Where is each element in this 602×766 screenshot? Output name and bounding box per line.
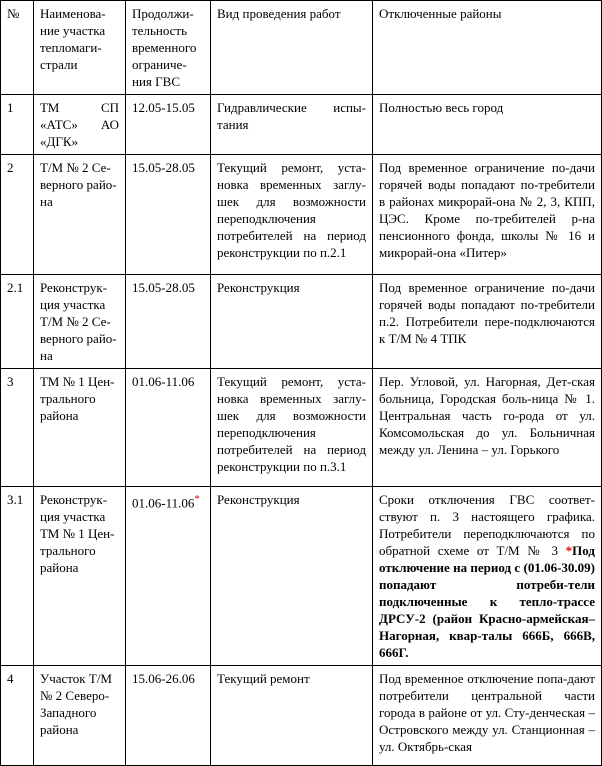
row-section: Участок Т/М № 2 Северо-Западного района — [34, 666, 126, 766]
row-districts: Под временное ограничение по-дачи горячей воды попадают по-требители в районах микрорай-она № 2, 3, КПП, ЦЭС. Кроме по-требителей р-на пенсионного фонда, школы № 16 и микрорай-она «Питер» — [373, 155, 602, 275]
row-districts-note: Под отключение на период с (01.06-30.09) попадают потреби-тели подключенные к тепло-трассе ДРСУ-2 (район Красно-армейская–Нагорная, квар-талы 666Б, 666В, 666Г. — [379, 543, 595, 660]
row-districts-cell — [373, 487, 602, 666]
table-row — [1, 369, 602, 487]
row-num: 2.1 — [1, 275, 34, 369]
row-work: Текущий ремонт — [211, 666, 373, 766]
row-districts: Полностью весь город — [373, 95, 602, 155]
row-num: 2 — [1, 155, 34, 275]
row-num: 4 — [1, 666, 34, 766]
asterisk-mark: * — [565, 543, 573, 558]
row-num: 3 — [1, 369, 34, 487]
asterisk-mark: * — [194, 493, 200, 505]
header-section: Наименова-ние участка тепломаги-страли — [34, 1, 126, 95]
row-period: 12.05-15.05 — [126, 95, 211, 155]
table-row — [1, 666, 602, 766]
row-work: Гидравлические испы-тания — [211, 95, 373, 155]
row-period-cell — [126, 487, 211, 666]
row-section: Реконструк-ция участка ТМ № 1 Цен-трального района — [34, 487, 126, 666]
row-period: 15.05-28.05 — [126, 155, 211, 275]
row-work: Реконструкция — [211, 275, 373, 369]
row-work: Текущий ремонт, уста-новка временных заглу-шек для возможности переподключения потребителей на период реконструкции по п.3.1 — [211, 369, 373, 487]
row-districts: Под временное отключение попа-дают потребители центральной части города в районе от ул. Сту-денческая – Островского между ул. Станционная – ул. Октябрь-ская — [373, 666, 602, 766]
row-districts: Под временное ограничение по-дачи горячей воды попадают по-требители п.2. Потребители пере-подключаются к Т/М № 4 ТПК — [373, 275, 602, 369]
header-duration: Продолжи-тельность временного ограниче-ния ГВС — [126, 1, 211, 95]
table-row — [1, 275, 602, 369]
table-row — [1, 487, 602, 666]
header-work: Вид проведения работ — [211, 1, 373, 95]
row-period: 01.06-11.06 — [126, 369, 211, 487]
row-work: Реконструкция — [211, 487, 373, 666]
header-districts: Отключенные районы — [373, 1, 602, 95]
row-districts: Пер. Угловой, ул. Нагорная, Дет-ская больница, Городская боль-ница № 1. Центральная часть го-рода от ул. Комсомольская до ул. Больничная между ул. Ленина – ул. Горького — [373, 369, 602, 487]
row-period: 01.06-11.06 — [132, 495, 195, 511]
row-period: 15.05-28.05 — [126, 275, 211, 369]
row-section: Реконструк-ция участка Т/М № 2 Се-верного райо-на — [34, 275, 126, 369]
row-work: Текущий ремонт, уста-новка временных заглу-шек для возможности переподключения потребителей на период реконструкции по п.2.1 — [211, 155, 373, 275]
row-num: 1 — [1, 95, 34, 155]
header-row — [1, 1, 602, 95]
row-section: ТМ СП «АТС» АО «ДГК» — [34, 95, 126, 155]
row-num: 3.1 — [1, 487, 34, 666]
row-period: 15.06-26.06 — [126, 666, 211, 766]
row-section: Т/М № 2 Се-верного райо-на — [34, 155, 126, 275]
table-row — [1, 95, 602, 155]
header-num: № — [1, 1, 34, 95]
row-section: ТМ № 1 Цен-трального района — [34, 369, 126, 487]
table-row — [1, 155, 602, 275]
row-districts: Сроки отключения ГВС соответ-ствуют п. 3 настоящего графика. Потребители переподключаются по обратной схеме от Т/М № 3 — [379, 492, 595, 558]
